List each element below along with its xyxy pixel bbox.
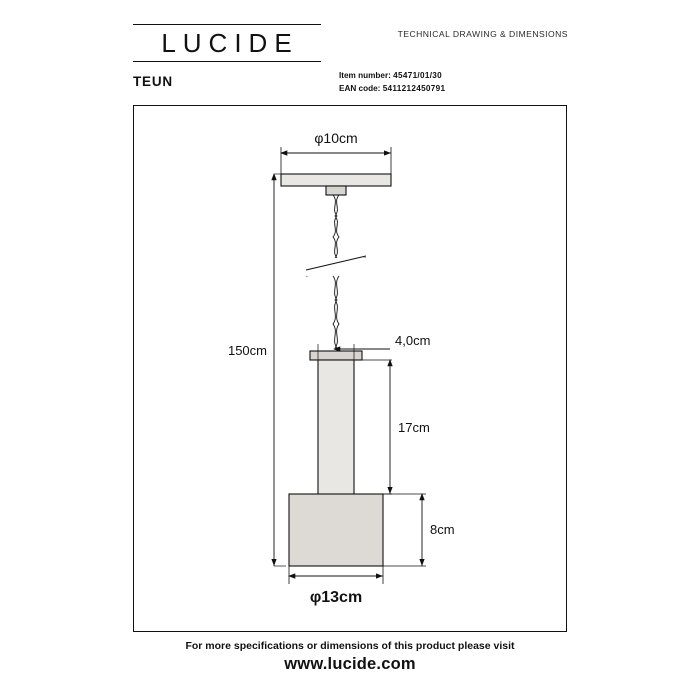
ean-code-row xyxy=(339,83,445,96)
item-number-label: Item number: xyxy=(339,71,391,80)
dimension-total-height xyxy=(274,174,286,566)
page-header xyxy=(0,0,700,72)
dimension-top-diameter xyxy=(281,147,391,178)
lamp-tube-body xyxy=(310,351,362,498)
brand-logo-text: LUCIDE xyxy=(161,28,299,58)
cable-break-icon xyxy=(306,256,366,278)
item-number-value: 45471/01/30 xyxy=(393,71,442,80)
document-type-label: TECHNICAL DRAWING & DIMENSIONS xyxy=(397,29,568,39)
label-shade-height: 8cm xyxy=(430,522,455,537)
technical-drawing xyxy=(134,106,568,633)
lamp-shade-base xyxy=(289,494,383,566)
label-total-height: 150cm xyxy=(227,343,267,358)
suspension-cable-lower xyxy=(333,276,339,348)
technical-drawing-frame xyxy=(133,105,567,632)
dimension-shade-height xyxy=(383,494,426,566)
ean-code-value: 5411212450791 xyxy=(382,83,446,93)
brand-logo xyxy=(133,24,321,62)
ceiling-canopy xyxy=(281,174,391,195)
product-title: TEUN xyxy=(133,74,173,89)
product-codes xyxy=(339,70,445,95)
label-tube-diameter: 4,0cm xyxy=(395,333,431,348)
suspension-cable-upper xyxy=(333,195,339,258)
label-tube-height: 17cm xyxy=(398,420,430,435)
footer-note: For more specifications or dimensions of this product please visit xyxy=(185,640,515,652)
item-number-row xyxy=(339,70,445,83)
dimension-tube-height xyxy=(354,360,392,494)
ean-code-label: EAN code: xyxy=(339,83,381,93)
footer-website[interactable]: www.lucide.com xyxy=(284,655,416,673)
label-bottom-diameter: φ13cm xyxy=(309,589,363,606)
label-top-diameter: φ10cm xyxy=(314,130,358,146)
dimension-bottom-diameter xyxy=(289,566,383,584)
